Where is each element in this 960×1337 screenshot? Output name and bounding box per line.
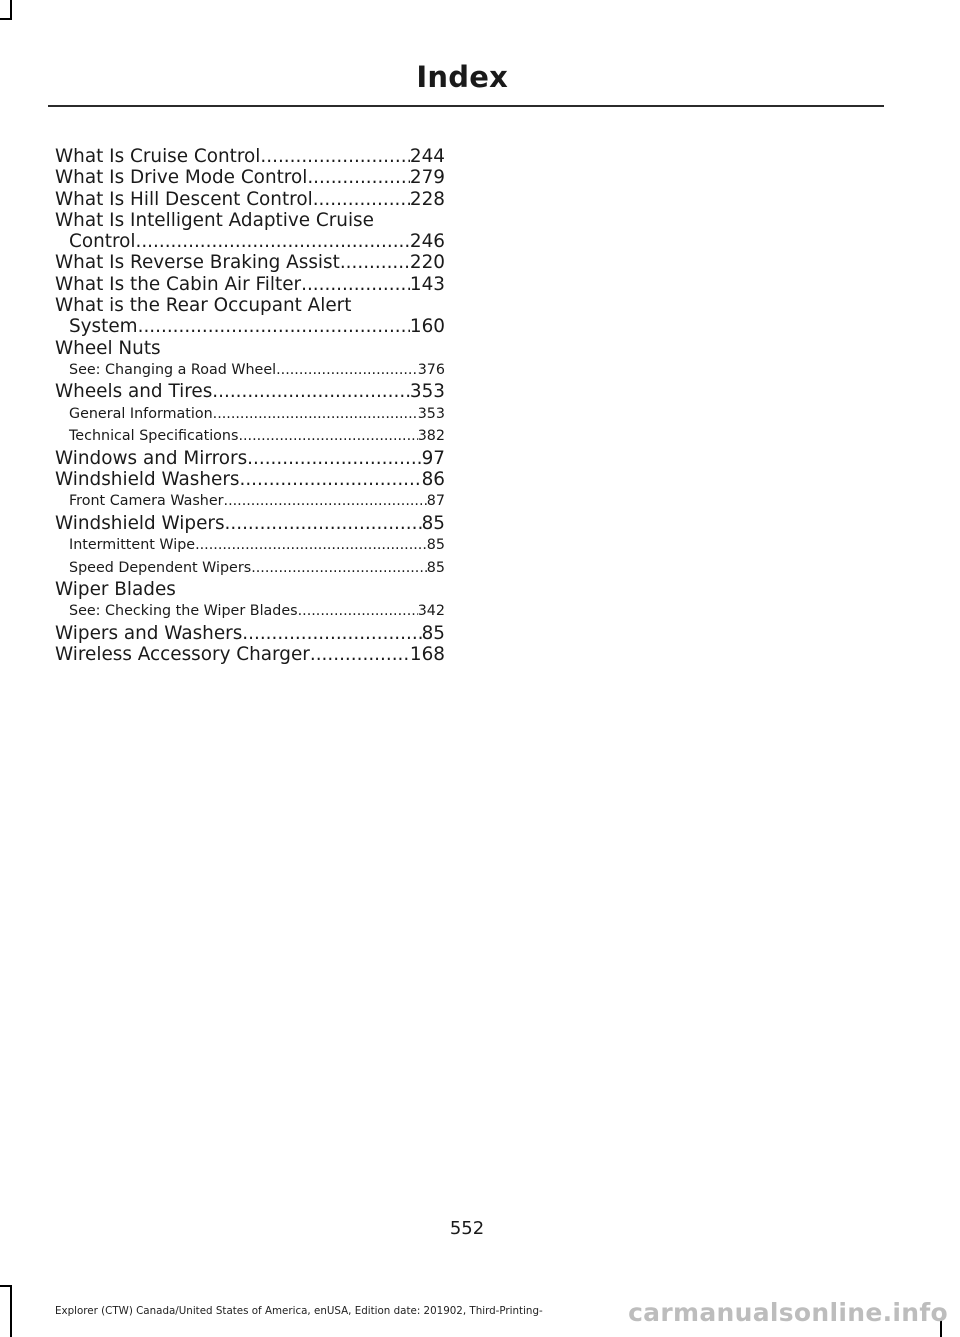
index-entry-line bbox=[55, 231, 445, 252]
page-title: Index bbox=[416, 60, 508, 94]
dot-leader bbox=[276, 359, 418, 382]
watermark-logo: carmanualsonline.info bbox=[628, 1298, 948, 1327]
index-entry bbox=[55, 274, 445, 295]
index-entry-line bbox=[55, 338, 445, 359]
index-page-ref: 228 bbox=[409, 188, 445, 210]
dot-leader bbox=[301, 274, 410, 295]
index-entry-label: What Is Intelligent Adaptive Cruise bbox=[55, 209, 374, 231]
dot-leader bbox=[135, 231, 409, 252]
header-divider bbox=[48, 105, 884, 107]
index-entry-label: What is the Rear Occupant Alert bbox=[55, 295, 352, 317]
index-entry bbox=[55, 252, 445, 273]
dot-leader bbox=[260, 146, 409, 167]
index-entry-label: Windshield Wipers bbox=[55, 512, 225, 534]
index-entry bbox=[55, 579, 445, 600]
index-subentry bbox=[55, 534, 445, 557]
index-entry-label: See: Checking the Wiper Blades bbox=[69, 603, 298, 620]
index-entry bbox=[55, 469, 445, 490]
index-entry-label: What Is the Cabin Air Filter bbox=[55, 273, 302, 295]
index-entry bbox=[55, 623, 445, 644]
dot-leader bbox=[242, 623, 421, 644]
index-page-ref: 168 bbox=[409, 644, 445, 666]
index-entry-label: What Is Hill Descent Control bbox=[55, 188, 313, 210]
index-page-ref: 220 bbox=[409, 252, 445, 274]
index-entry-label: Wipers and Washers bbox=[55, 622, 243, 644]
index-entry-label: Windshield Washers bbox=[55, 469, 240, 491]
page-number: 552 bbox=[449, 1218, 485, 1239]
index-page-ref: 246 bbox=[409, 231, 445, 253]
dot-leader bbox=[225, 513, 422, 534]
index-entry bbox=[55, 189, 445, 210]
index-entry-label: What Is Cruise Control bbox=[55, 146, 261, 167]
index-entry-line bbox=[55, 274, 445, 295]
index-page-ref: 85 bbox=[426, 559, 445, 576]
index-entry-label: Front Camera Washer bbox=[69, 493, 224, 510]
index-entry-label: Wireless Accessory Charger bbox=[55, 644, 310, 666]
index-entry-line bbox=[55, 189, 445, 210]
index-entry-line bbox=[69, 557, 445, 580]
dot-leader bbox=[307, 167, 410, 188]
index-subentry bbox=[55, 490, 445, 513]
dot-leader bbox=[340, 252, 410, 273]
index-page-ref: 87 bbox=[426, 493, 445, 510]
crop-mark-bottom-left-vertical bbox=[10, 1285, 12, 1337]
index-entry-label: See: Changing a Road Wheel bbox=[69, 361, 277, 378]
index-entry bbox=[55, 210, 445, 253]
index-entry-label: Windows and Mirrors bbox=[55, 447, 248, 469]
index-entry-line bbox=[55, 210, 445, 231]
index-entry-line bbox=[55, 513, 445, 534]
index-subentry bbox=[55, 403, 445, 426]
index-entry bbox=[55, 295, 445, 338]
index-entry bbox=[55, 381, 445, 402]
index-entry-line bbox=[69, 359, 445, 382]
index-entry-line bbox=[55, 252, 445, 273]
index-entry bbox=[55, 167, 445, 188]
index-entry-label: What Is Reverse Braking Assist bbox=[55, 252, 340, 274]
dot-leader bbox=[238, 425, 417, 448]
index-page-ref: 86 bbox=[421, 469, 445, 491]
crop-mark-top-left-vertical bbox=[10, 0, 12, 20]
index-entry-line bbox=[69, 534, 445, 557]
index-entry-line bbox=[69, 600, 445, 623]
crop-mark-bottom-left-horizontal bbox=[0, 1285, 12, 1287]
dot-leader bbox=[224, 490, 427, 513]
dot-leader bbox=[298, 600, 418, 623]
index-entry-line bbox=[55, 579, 445, 600]
index-entry-label: Wheel Nuts bbox=[55, 337, 161, 359]
index-entry-label: General Information bbox=[69, 405, 213, 422]
index-entry-label: Wiper Blades bbox=[55, 579, 176, 601]
index-subentry bbox=[55, 600, 445, 623]
index-page-ref: 376 bbox=[417, 361, 445, 378]
dot-leader bbox=[212, 381, 410, 402]
index-subentry bbox=[55, 359, 445, 382]
index-entry-label: Intermittent Wipe bbox=[69, 537, 196, 554]
index-entry-line bbox=[69, 490, 445, 513]
index-entry-line bbox=[55, 167, 445, 188]
index-page-ref: 244 bbox=[409, 146, 445, 167]
index-page-ref: 160 bbox=[409, 316, 445, 338]
index-entry-line bbox=[55, 448, 445, 469]
dot-leader bbox=[251, 557, 427, 580]
index-entry-label: System bbox=[69, 316, 138, 338]
dot-leader bbox=[239, 469, 421, 490]
index-page-ref: 382 bbox=[417, 428, 445, 445]
index-page-ref: 143 bbox=[409, 273, 445, 295]
index-entry-line bbox=[55, 146, 445, 167]
index-page-ref: 85 bbox=[426, 537, 445, 554]
dot-leader bbox=[313, 189, 410, 210]
index-entry bbox=[55, 513, 445, 534]
dot-leader bbox=[213, 403, 418, 426]
index-subentry bbox=[55, 425, 445, 448]
index-page-ref: 353 bbox=[417, 405, 445, 422]
index-page-ref: 85 bbox=[421, 512, 445, 534]
index-page-ref: 342 bbox=[417, 603, 445, 620]
dot-leader bbox=[195, 534, 427, 557]
index-entry bbox=[55, 448, 445, 469]
index-page-ref: 97 bbox=[421, 447, 445, 469]
index-entry-label: Wheels and Tires bbox=[55, 381, 213, 403]
index-entry-line bbox=[55, 381, 445, 402]
index-entry bbox=[55, 338, 445, 359]
index-entry bbox=[55, 146, 445, 167]
dot-leader bbox=[310, 644, 410, 665]
dot-leader bbox=[138, 316, 410, 337]
index-list bbox=[55, 146, 445, 666]
index-entry-line bbox=[55, 316, 445, 337]
index-entry-line bbox=[69, 403, 445, 426]
crop-mark-top-left-horizontal bbox=[0, 18, 12, 20]
index-page-ref: 279 bbox=[409, 167, 445, 189]
index-entry-label: What Is Drive Mode Control bbox=[55, 167, 308, 189]
index-page-ref: 85 bbox=[421, 622, 445, 644]
index-subentry bbox=[55, 557, 445, 580]
index-entry-line bbox=[55, 469, 445, 490]
dot-leader bbox=[247, 448, 421, 469]
index-entry-line bbox=[55, 644, 445, 665]
index-entry-label: Speed Dependent Wipers bbox=[69, 559, 252, 576]
index-entry-line bbox=[55, 623, 445, 644]
footer-edition-text: Explorer (CTW) Canada/United States of America, enUSA, Edition date: 201902, Third-Printing- bbox=[55, 1305, 543, 1317]
index-entry-line bbox=[69, 425, 445, 448]
index-entry-label: Control bbox=[69, 231, 136, 253]
index-page-ref: 353 bbox=[409, 381, 445, 403]
index-entry-label: Technical Specifications bbox=[69, 428, 239, 445]
index-entry bbox=[55, 644, 445, 665]
index-entry-line bbox=[55, 295, 445, 316]
